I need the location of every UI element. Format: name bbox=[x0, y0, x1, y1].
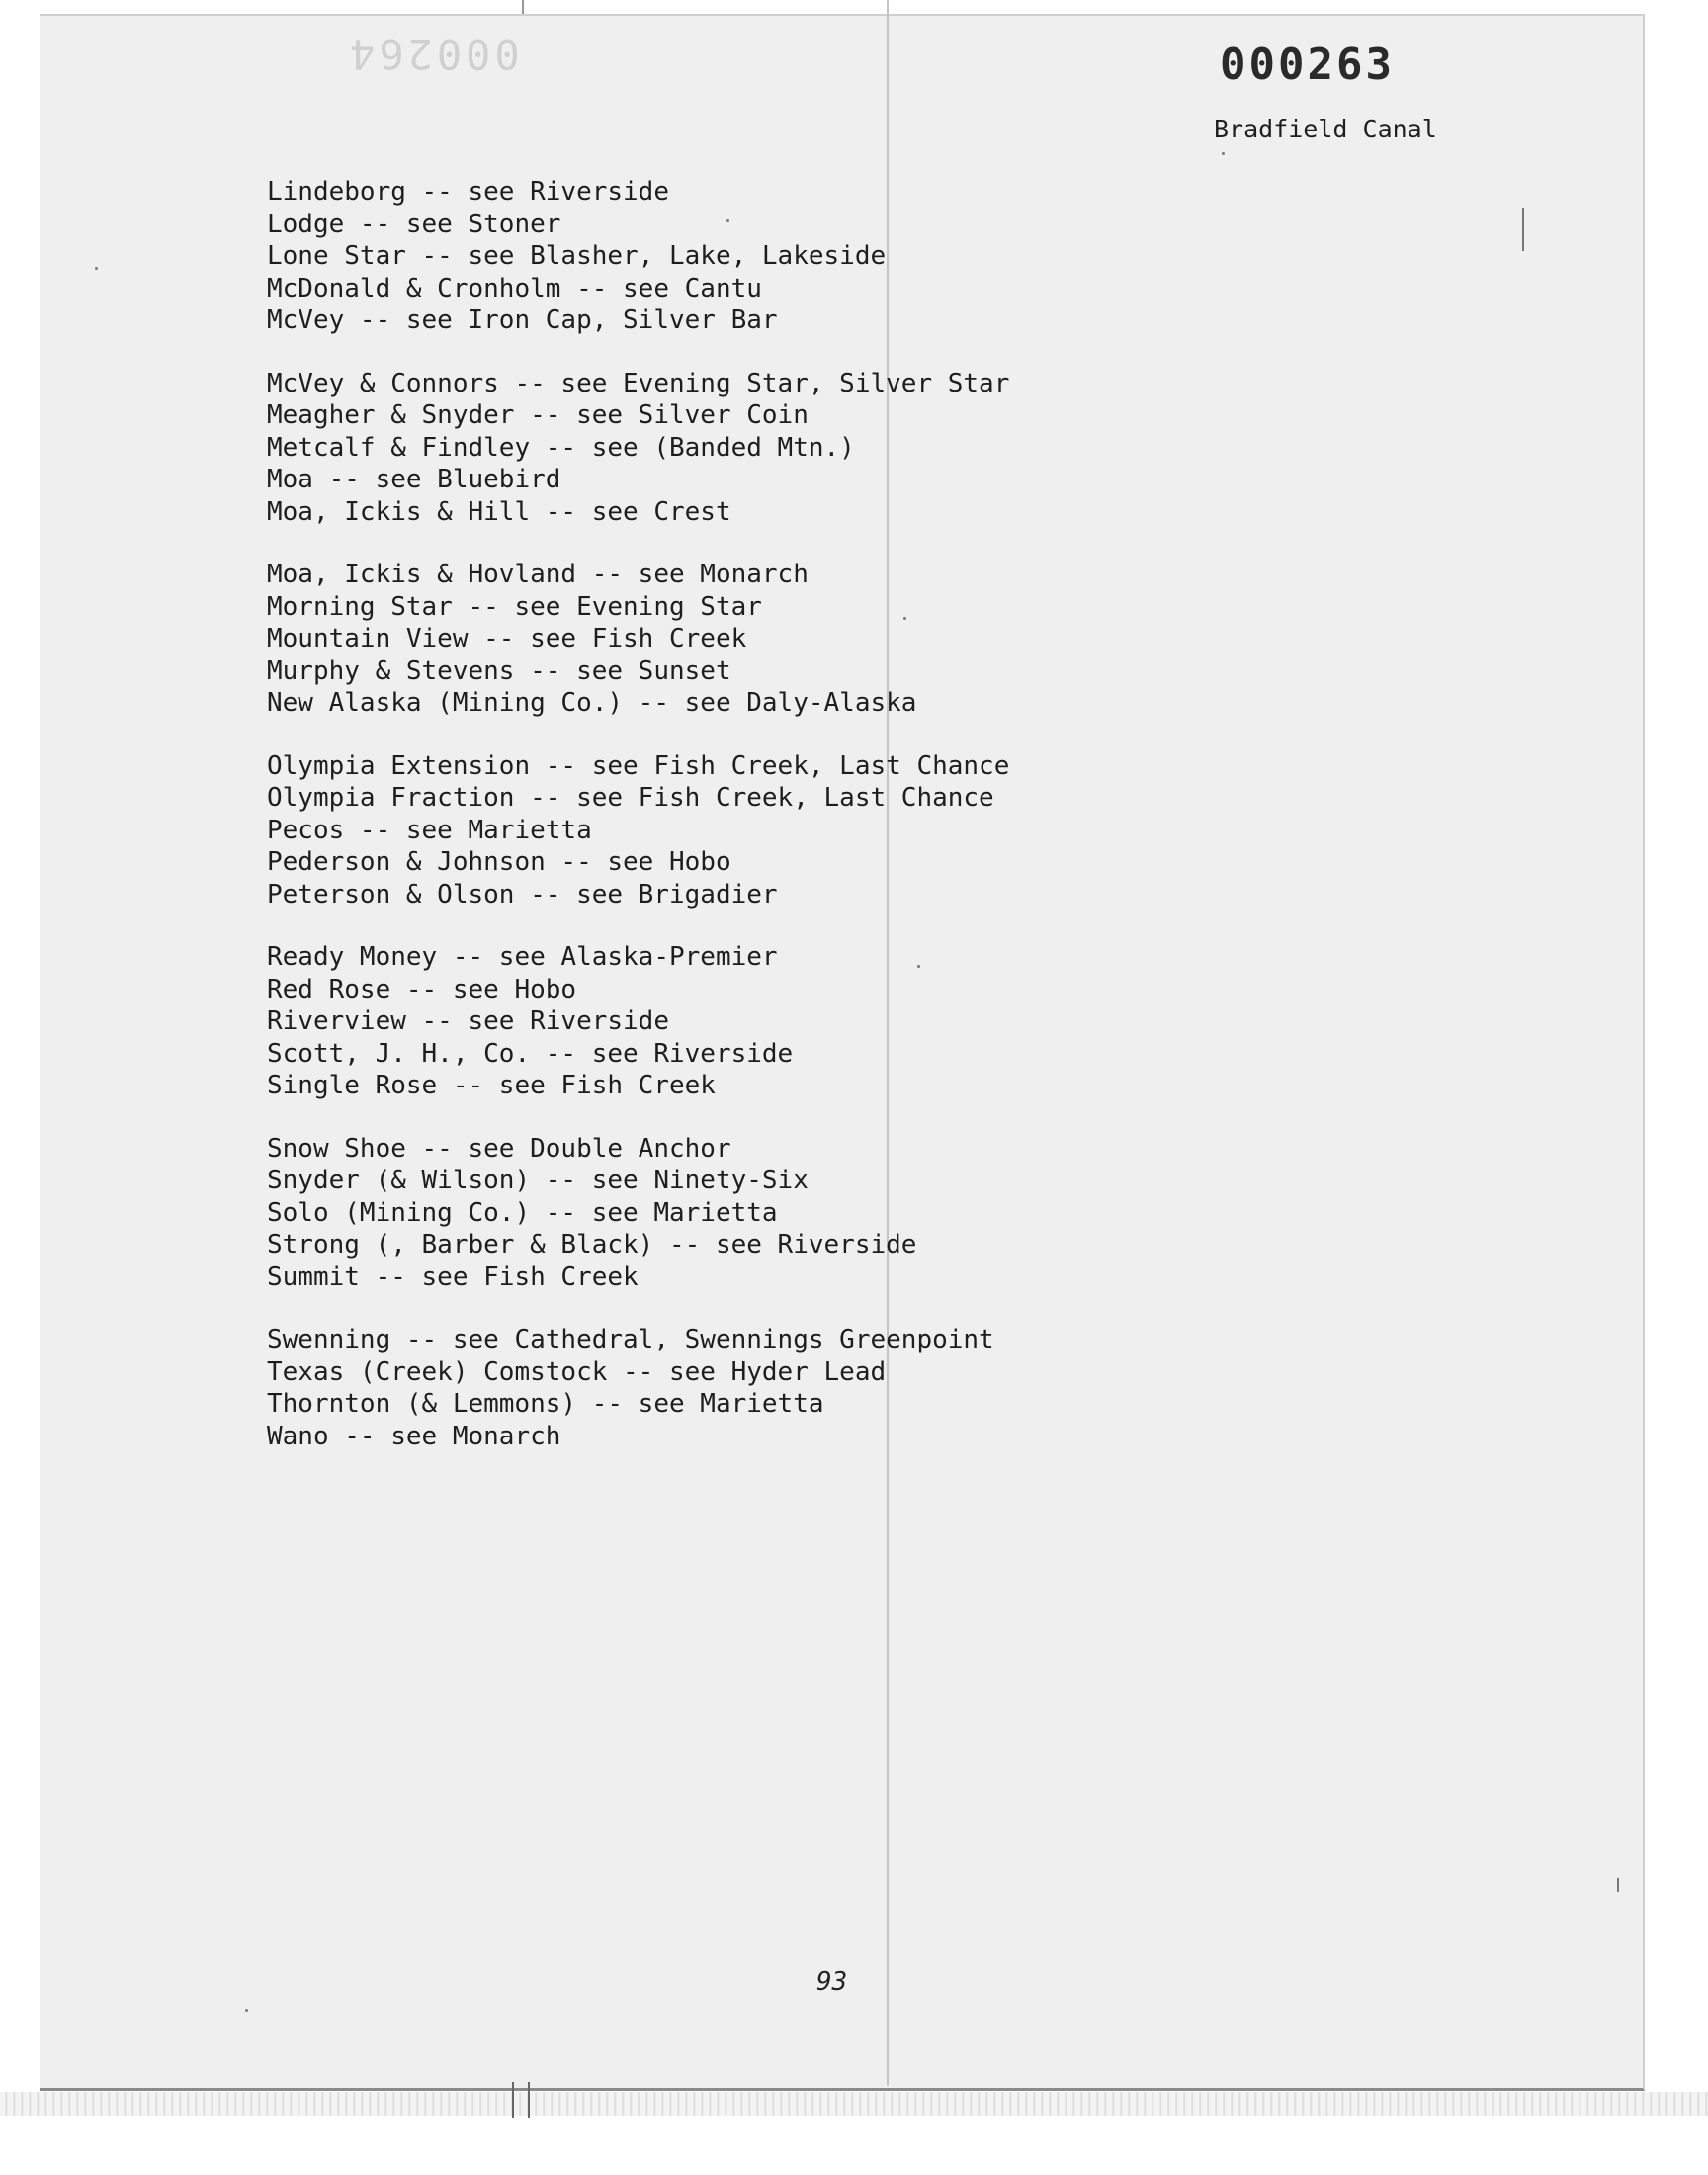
index-entry: Swenning -- see Cathedral, Swennings Greenpoint bbox=[267, 1325, 994, 1354]
page-header: Bradfield Canal bbox=[1214, 115, 1437, 143]
entry-group bbox=[267, 941, 1156, 1102]
index-entry: Summit -- see Fish Creek bbox=[267, 1262, 639, 1292]
index-entry: Scott, J. H., Co. -- see Riverside bbox=[267, 1038, 794, 1069]
index-entry: Olympia Fraction -- see Fish Creek, Last Chance bbox=[267, 783, 994, 813]
cross-reference-list bbox=[267, 176, 1156, 1483]
index-entry: Texas (Creek) Comstock -- see Hyder Lead bbox=[267, 1356, 887, 1387]
index-entry: Riverview -- see Riverside bbox=[267, 1006, 669, 1036]
index-entry: McVey -- see Iron Cap, Silver Bar bbox=[267, 305, 778, 335]
speck bbox=[1617, 1878, 1619, 1892]
index-entry: Lindeborg -- see Riverside bbox=[267, 177, 669, 207]
index-entry: Snyder (& Wilson) -- see Ninety-Six bbox=[267, 1166, 809, 1195]
index-entry: McDonald & Cronholm -- see Cantu bbox=[267, 273, 762, 304]
index-entry: Moa -- see Bluebird bbox=[267, 465, 561, 494]
index-entry: Pecos -- see Marietta bbox=[267, 815, 592, 845]
index-entry: McVey & Connors -- see Evening Star, Silver Star bbox=[267, 368, 1010, 398]
index-entry: Snow Shoe -- see Double Anchor bbox=[267, 1133, 731, 1164]
index-entry: Olympia Extension -- see Fish Creek, Last Chance bbox=[267, 750, 1010, 781]
page-number: 93 bbox=[816, 1967, 848, 1997]
index-entry: Metcalf & Findley -- see (Banded Mtn.) bbox=[267, 432, 855, 463]
index-entry: Lone Star -- see Blasher, Lake, Lakeside bbox=[267, 241, 887, 271]
entry-group bbox=[267, 176, 1156, 337]
scan-tick-top bbox=[522, 0, 524, 14]
entry-group bbox=[267, 750, 1156, 912]
index-entry: Mountain View -- see Fish Creek bbox=[267, 624, 747, 653]
entry-group bbox=[267, 1133, 1156, 1294]
index-entry: New Alaska (Mining Co.) -- see Daly-Alaska bbox=[267, 688, 917, 718]
speck bbox=[1522, 208, 1524, 251]
index-entry: Single Rose -- see Fish Creek bbox=[267, 1071, 716, 1100]
index-entry: Ready Money -- see Alaska-Premier bbox=[267, 942, 778, 972]
faint-mirrored-stamp: 000264 bbox=[346, 30, 520, 78]
scan-edge-band bbox=[0, 2092, 1708, 2116]
index-entry: Meagher & Snyder -- see Silver Coin bbox=[267, 400, 809, 430]
index-entry: Peterson & Olson -- see Brigadier bbox=[267, 879, 778, 910]
entry-group bbox=[267, 559, 1156, 720]
speck bbox=[1222, 152, 1225, 155]
index-entry: Strong (, Barber & Black) -- see Riverside bbox=[267, 1230, 917, 1260]
index-entry: Moa, Ickis & Hovland -- see Monarch bbox=[267, 560, 809, 589]
index-entry: Lodge -- see Stoner bbox=[267, 209, 561, 239]
speck bbox=[95, 267, 98, 270]
index-entry: Red Rose -- see Hobo bbox=[267, 974, 577, 1004]
index-entry: Murphy & Stevens -- see Sunset bbox=[267, 655, 731, 686]
entry-group bbox=[267, 1324, 1156, 1452]
document-stamp-number: 000263 bbox=[1220, 40, 1395, 90]
entry-group bbox=[267, 368, 1156, 529]
index-entry: Morning Star -- see Evening Star bbox=[267, 591, 762, 622]
index-entry: Moa, Ickis & Hill -- see Crest bbox=[267, 496, 731, 527]
index-entry: Solo (Mining Co.) -- see Marietta bbox=[267, 1197, 778, 1228]
index-entry: Thornton (& Lemmons) -- see Marietta bbox=[267, 1389, 824, 1419]
index-entry: Wano -- see Monarch bbox=[267, 1421, 561, 1451]
scan-tick-bottom bbox=[512, 2082, 530, 2118]
speck bbox=[245, 2009, 248, 2012]
index-entry: Pederson & Johnson -- see Hobo bbox=[267, 847, 731, 877]
